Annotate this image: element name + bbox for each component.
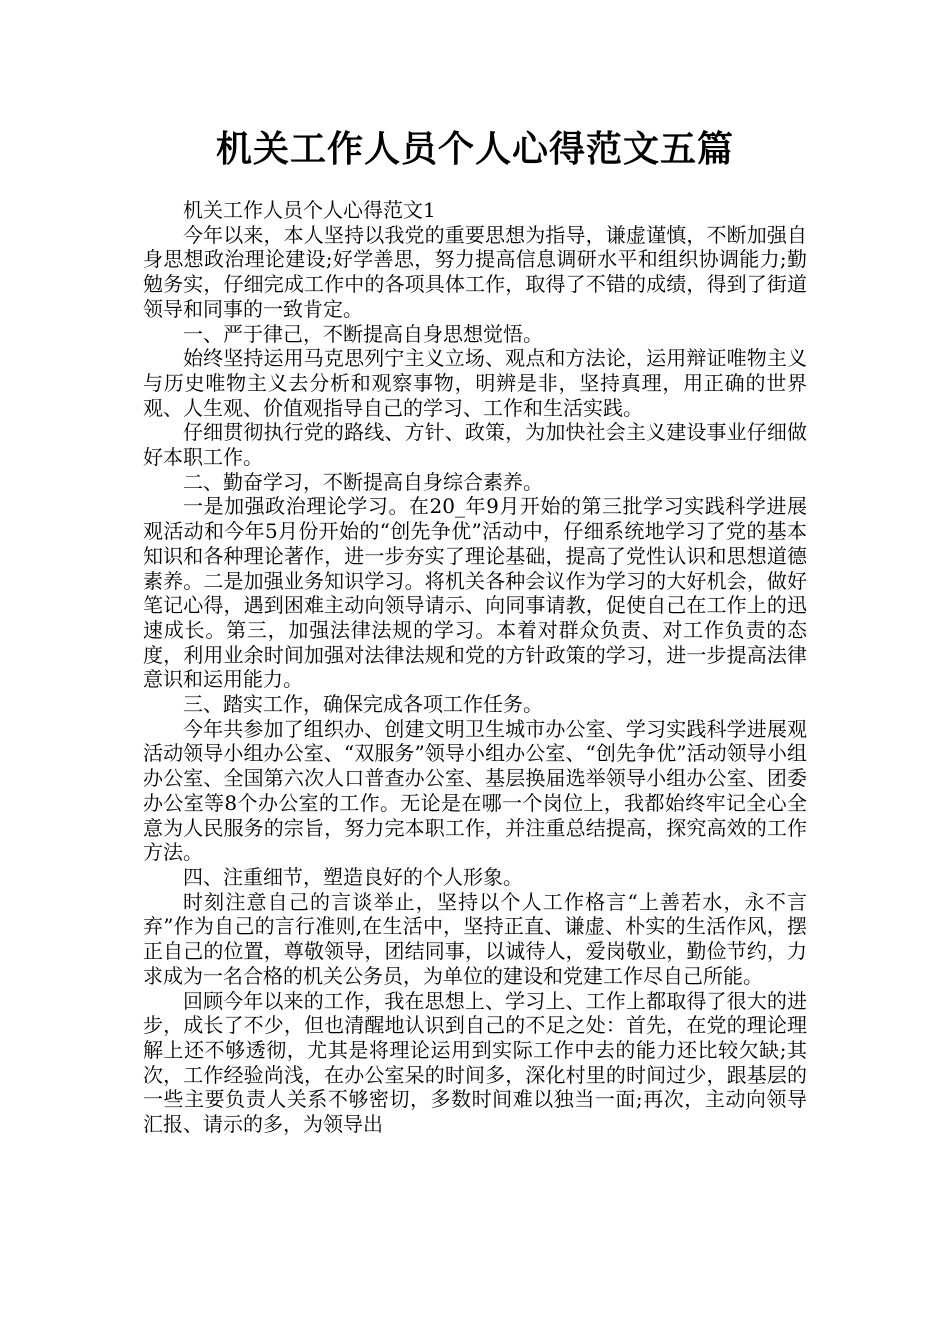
body-paragraph: 今年共参加了组织办、创建文明卫生城市办公室、学习实践科学进展观活动领导小组办公室、“双服务”领导小组办公室、“创先争优”活动领导小组办公室、全国第六次人口普查办公室、基层换届选举领导小组办公室、团委办公室等8个办公室的工作。无论是在哪一个岗位上，我都始终牢记全心全意为人民服务的宗旨，努力完本职工作，并注重总结提高，探究高效的工作方法。 [143,716,807,865]
body-paragraph: 仔细贯彻执行党的路线、方针、政策，为加快社会主义建设事业仔细做好本职工作。 [143,420,807,470]
section-heading: 四、注重细节，塑造良好的个人形象。 [183,864,523,889]
section-heading: 三、踏实工作，确保完成各项工作任务。 [183,692,543,717]
document-title: 机关工作人员个人心得范文五篇 [215,129,734,170]
document-body [143,198,807,1137]
body-paragraph: 始终坚持运用马克思列宁主义立场、观点和方法论，运用辩证唯物主义与历史唯物主义去分析和观察事物，明辨是非，坚持真理，用正确的世界观、人生观、价值观指导自己的学习、工作和生活实践。 [143,346,807,420]
section-heading: 一、严于律己，不断提高自身思想觉悟。 [183,321,543,346]
section-heading: 机关工作人员个人心得范文1 [183,198,436,222]
body-paragraph: 时刻注意自己的言谈举止，坚持以个人工作格言“上善若水，永不言弃”作为自己的言行准则,在生活中，坚持正直、谦虚、朴实的生活作风，摆正自己的位置，尊敬领导，团结同事，以诚待人，爱岗敬业，勤俭节约，力求成为一名合格的机关公务员，为单位的建设和党建工作尽自己所能。 [143,889,807,988]
section-heading: 二、勤奋学习，不断提高自身综合素养。 [183,469,543,494]
body-paragraph: 回顾今年以来的工作，我在思想上、学习上、工作上都取得了很大的进步，成长了不少，但也清醒地认识到自己的不足之处：首先，在党的理论理解上还不够透彻，尤其是将理论运用到实际工作中去的能力还比较欠缺;其次，工作经验尚浅，在办公室呆的时间多，深化村里的时间过少，跟基层的一些主要负责人关系不够密切，多数时间难以独当一面;再次，主动向领导汇报、请示的多，为领导出 [143,988,807,1137]
body-paragraph: 今年以来，本人坚持以我党的重要思想为指导，谦虚谨慎，不断加强自身思想政治理论建设;好学善思，努力提高信息调研水平和组织协调能力;勤勉务实，仔细完成工作中的各项具体工作，取得了不错的成绩，得到了街道领导和同事的一致肯定。 [143,222,807,321]
body-paragraph: 一是加强政治理论学习。在20_年9月开始的第三批学习实践科学进展观活动和今年5月份开始的“创先争优”活动中，仔细系统地学习了党的基本知识和各种理论著作，进一步夯实了理论基础，提高了党性认识和思想道德素养。二是加强业务知识学习。将机关各种会议作为学习的大好机会，做好笔记心得，遇到困难主动向领导请示、向同事请教，促使自己在工作上的迅速成长。第三，加强法律法规的学习。本着对群众负责、对工作负责的态度，利用业余时间加强对法律法规和党的方针政策的学习，进一步提高法律意识和运用能力。 [143,494,807,692]
